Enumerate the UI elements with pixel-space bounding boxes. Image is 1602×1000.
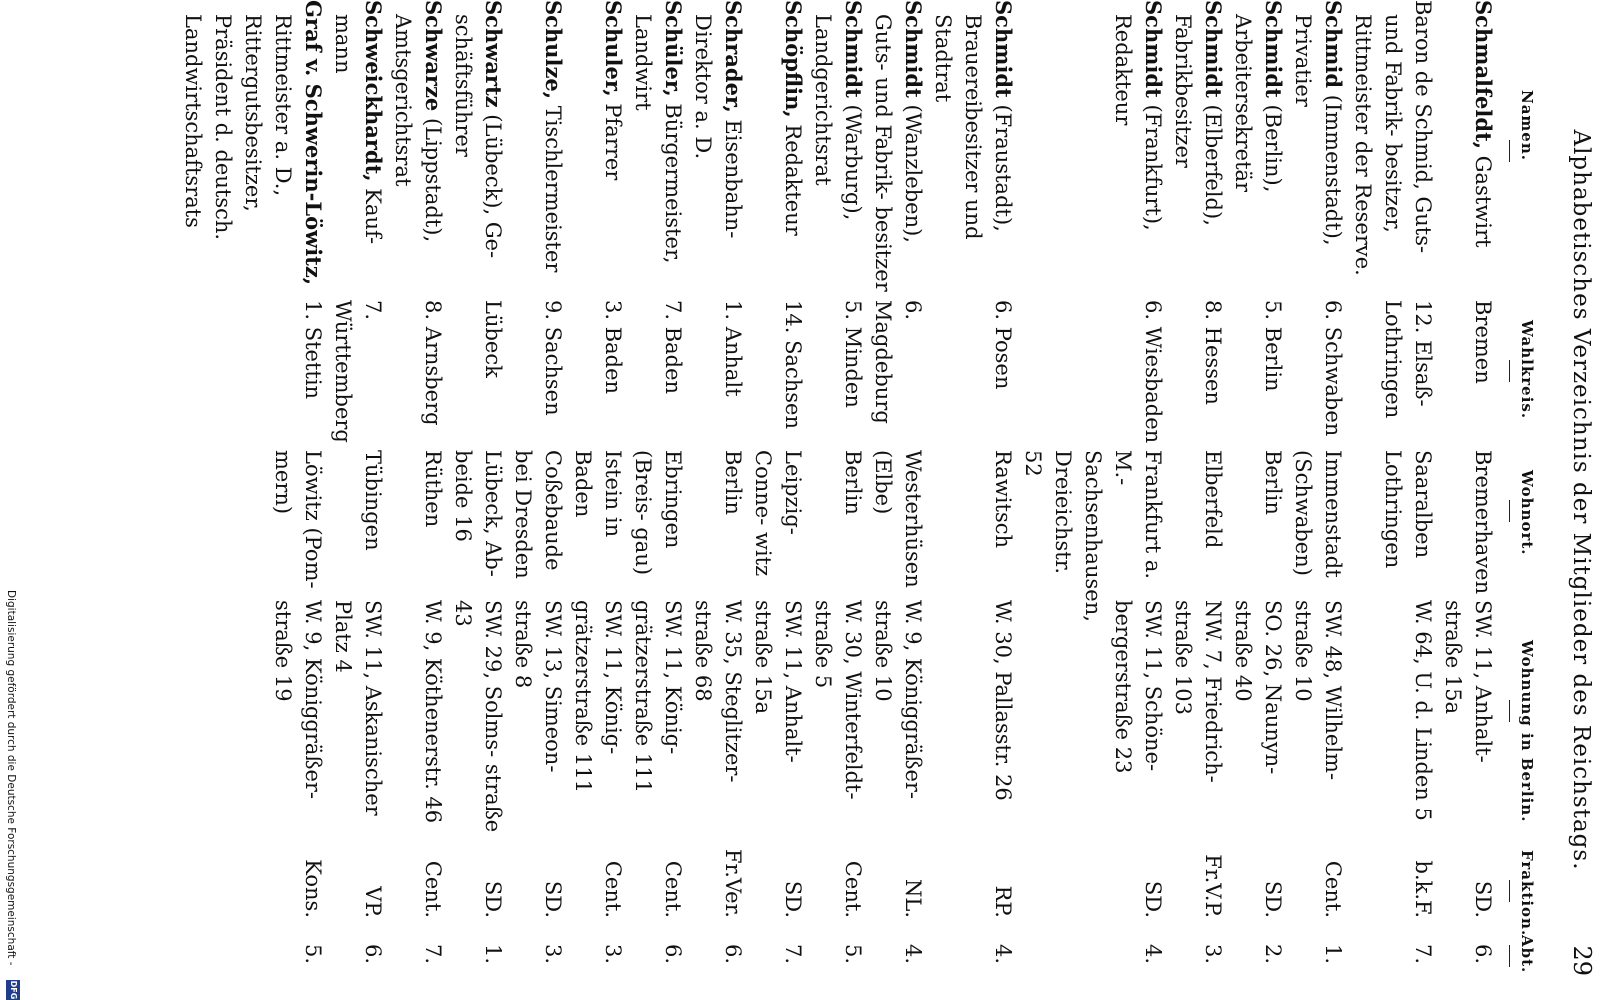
member-name — [928, 0, 1018, 300]
member-table — [178, 0, 1498, 1000]
abteilung-cell: 4. — [901, 943, 925, 965]
member-description: Baron de Schmid, Guts- und Fabrik- besitzer, Rittmeister der Reserve. — [1351, 0, 1435, 276]
member-surname: Schüler, — [661, 0, 686, 97]
abteilung-cell: 5. — [301, 943, 325, 965]
fraktion-cell: RP. — [991, 885, 1015, 918]
wahlkreis-cell: 9. Sachsen — [541, 300, 565, 416]
member-surname: Schwarze — [421, 0, 446, 112]
table-row — [568, 0, 628, 1000]
member-surname: Schwartz — [481, 0, 506, 108]
fraktion-cell: b.k.F. — [1411, 860, 1435, 918]
fraktion-cell: Fr.V.P. — [1201, 854, 1225, 918]
wohnort-cell: Tübingen — [361, 450, 385, 551]
table-row — [928, 0, 1018, 1000]
abteilung-cell: 1. — [481, 943, 505, 965]
berlin-address-cell: SW. 11, König- grätzerstraße 111 — [571, 600, 625, 793]
dfg-logo: DFG — [6, 980, 20, 1000]
wohnort-cell: Westerhüsen (Elbe) — [871, 450, 925, 588]
abteilung-cell: 1. — [1321, 943, 1345, 965]
table-row — [1228, 0, 1288, 1000]
member-name — [1288, 0, 1348, 300]
member-surname: Graf v. Schwerin-Löwitz, — [301, 0, 326, 286]
berlin-address-cell: W. 9, Königgräßer- straße 19 — [271, 600, 325, 800]
member-surname: Schrader, — [721, 0, 746, 113]
table-row — [1438, 0, 1498, 1000]
member-description: (Lübeck), Ge- schäftsführer — [451, 14, 505, 259]
fraktion-cell: SD. — [541, 880, 565, 918]
wahlkreis-cell: 8. Hessen — [1201, 300, 1225, 405]
member-description: (Wanzleben), Guts- und Fabrik- besitzer — [871, 14, 925, 292]
berlin-address-cell: SW. 13, Simeon- straße 8 — [511, 600, 565, 773]
fraktion-cell: SD. — [481, 880, 505, 918]
abteilung-cell: 6. — [661, 943, 685, 965]
table-row — [1288, 0, 1348, 1000]
table-row — [748, 0, 808, 1000]
wahlkreis-cell: 7. Württemberg — [331, 300, 385, 443]
wohnort-cell: Elberfeld — [1201, 450, 1225, 549]
header-berlin: Wohnung in Berlin. — [1518, 640, 1536, 823]
wahlkreis-cell: 12. Elsaß- Lothringen — [1381, 300, 1435, 419]
fraktion-cell: SD. — [1141, 880, 1165, 918]
digitization-note: Digitalisierung gefördert durch die Deutsche Forschungsgemeinschaft - — [5, 590, 17, 966]
table-row — [1018, 0, 1168, 1000]
member-description: (Fraustadt), Brauereibesitzer und Stadtrat — [931, 14, 1015, 240]
member-surname: Schöpflin, — [781, 0, 806, 118]
wohnort-cell: Löwitz (Pom- mern) — [271, 450, 325, 589]
wahlkreis-cell: 5. Minden — [841, 300, 865, 408]
fraktion-cell: Cent. — [1321, 860, 1345, 918]
abteilung-cell: 6. — [1471, 943, 1495, 965]
abteilung-cell: 3. — [541, 943, 565, 965]
fraktion-cell: SD. — [1471, 880, 1495, 918]
abteilung-cell: 7. — [1411, 943, 1435, 965]
wahlkreis-cell: 6. Wiesbaden — [1141, 300, 1165, 444]
wohnort-cell: Leipzig-Conne- witz — [751, 450, 805, 577]
member-surname: Schmidt — [841, 0, 866, 98]
member-name — [628, 0, 688, 300]
berlin-address-cell: W. 30, Pallasstr. 26 — [991, 600, 1015, 801]
table-row — [868, 0, 928, 1000]
berlin-address-cell: NW. 7, Friedrich- straße 103 — [1171, 600, 1225, 783]
member-name — [778, 0, 808, 300]
member-description: (Frankfurt), Redakteur — [1111, 14, 1165, 231]
table-row — [388, 0, 448, 1000]
member-surname: Schmidt — [901, 0, 926, 98]
member-name — [1228, 0, 1288, 300]
header-wohnort: Wohnort. — [1518, 470, 1536, 556]
member-surname: Schweickhardt, — [361, 0, 386, 182]
member-description: Tischlermeister — [541, 99, 565, 273]
wohnort-cell: Ebringen (Breis- gau) — [631, 450, 685, 576]
wahlkreis-cell: 6. Magdeburg — [871, 300, 925, 424]
fraktion-cell: Cent. — [421, 860, 445, 918]
berlin-address-cell: W. 9, Köthenerstr. 46 — [421, 600, 445, 824]
berlin-address-cell: SW. 11, Schöne- bergerstraße 23 — [1111, 600, 1165, 774]
header-wahlkreis: Wahlkreis. — [1518, 320, 1536, 420]
member-name — [1168, 0, 1228, 300]
member-name — [448, 0, 508, 300]
table-row — [1168, 0, 1228, 1000]
wohnort-cell: Rawitsch — [991, 450, 1015, 549]
abteilung-cell: 4. — [1141, 943, 1165, 965]
wahlkreis-cell: 6. Schwaben — [1321, 300, 1345, 437]
wohnort-cell: Berlin — [841, 450, 865, 515]
wahlkreis-cell: 8. Arnsberg — [421, 300, 445, 426]
fraktion-cell: Fr.Ver. — [721, 848, 745, 918]
fraktion-cell: Cent. — [841, 860, 865, 918]
berlin-address-cell: SW. 48, Wilhelm- straße 10 — [1291, 600, 1345, 781]
member-surname: Schmidt — [1261, 0, 1286, 98]
member-name — [808, 0, 868, 300]
wahlkreis-cell: 14. Sachsen — [781, 300, 805, 429]
member-description: (Immenstadt), Privatier — [1291, 14, 1345, 246]
member-name — [1108, 0, 1168, 300]
wahlkreis-cell: 1. Stettin — [301, 300, 325, 400]
berlin-address-cell: SW. 11, Anhalt- straße 15a — [751, 600, 805, 763]
member-description: Pfarrer — [601, 96, 625, 181]
wohnort-cell: Bremerhaven — [1471, 450, 1495, 595]
fraktion-cell: SD. — [1261, 880, 1285, 918]
wohnort-cell: Rüthen — [421, 450, 445, 528]
table-row — [508, 0, 568, 1000]
member-name — [868, 0, 928, 300]
fraktion-cell: Cent. — [661, 860, 685, 918]
berlin-address-cell: W. 35, Steglitzer- straße 68 — [691, 600, 745, 783]
abteilung-cell: 3. — [601, 943, 625, 965]
table-row — [628, 0, 688, 1000]
member-description: Gastwirt — [1471, 149, 1495, 248]
header-abt: Abt. — [1518, 935, 1536, 974]
berlin-address-cell: W. 30, Winterfeldt- straße 5 — [811, 600, 865, 800]
abteilung-cell: 6. — [721, 943, 745, 965]
table-row — [688, 0, 748, 1000]
member-surname: Schmid — [1321, 0, 1346, 89]
member-surname: Schmidt — [1141, 0, 1166, 98]
table-row — [808, 0, 868, 1000]
member-name — [1348, 0, 1438, 300]
abteilung-cell: 7. — [421, 943, 445, 965]
member-surname: Schmalfeldt, — [1471, 0, 1496, 150]
abteilung-cell: 3. — [1201, 943, 1225, 965]
berlin-address-cell: W. 64, U. d. Linden 5 — [1411, 600, 1435, 821]
column-header-row — [1514, 0, 1536, 1000]
wahlkreis-cell: 1. Anhalt — [721, 300, 745, 397]
member-description: Kauf- mann — [331, 14, 385, 245]
table-row — [448, 0, 508, 1000]
running-title: Alphabetisches Verzeichnis der Mitglieder des Reichstags. — [1568, 129, 1594, 871]
member-surname: Schulze, — [541, 0, 566, 100]
berlin-address-cell: SW. 11, Askanischer Platz 4 — [331, 600, 385, 816]
member-surname: Schmidt — [1201, 0, 1226, 98]
abteilung-cell: 5. — [841, 943, 865, 965]
member-description: (Elberfeld), Fabrikbesitzer — [1171, 14, 1225, 226]
wohnort-cell: Berlin — [721, 450, 745, 515]
fraktion-cell: VP. — [361, 886, 385, 918]
member-name — [388, 0, 448, 300]
table-row — [328, 0, 388, 1000]
abteilung-cell: 2. — [1261, 943, 1285, 965]
member-surname: Schuler, — [601, 0, 626, 97]
member-description: (Berlin), Arbeitersekretär — [1231, 14, 1285, 193]
fraktion-cell: NL. — [901, 879, 925, 918]
fraktion-cell: Kons. — [301, 859, 325, 918]
member-description: Bürgermeister, Landwirt — [631, 14, 685, 264]
berlin-address-cell: SW. 11, König- grätzerstraße 111 — [631, 600, 685, 793]
member-description: (Warburg), Landgerichtsrat — [811, 14, 865, 221]
berlin-address-cell: SW. 29, Solms- straße 43 — [451, 600, 505, 833]
member-name — [328, 0, 388, 300]
wohnort-cell: Frankfurt a. M.- Sachsenhausen, Dreieichstr. 52 — [1021, 450, 1165, 622]
table-row — [178, 0, 328, 1000]
wahlkreis-cell: 5. Berlin — [1261, 300, 1285, 392]
member-description: Eisenbahn- Direktor a. D. — [691, 14, 745, 239]
wohnort-cell: Saaralben Lothringen — [1381, 450, 1435, 569]
wohnort-cell: Berlin — [1261, 450, 1285, 515]
member-name — [688, 0, 748, 300]
wohnort-cell: Istein in Baden — [571, 450, 625, 538]
member-description: Redakteur — [781, 117, 805, 236]
header-fraktion: Fraktion. — [1518, 850, 1536, 937]
wahlkreis-cell: 3. Baden — [601, 300, 625, 395]
table-row — [1348, 0, 1438, 1000]
member-surname: Schmidt — [991, 0, 1016, 98]
fraktion-cell: SD. — [781, 880, 805, 918]
header-name: Namen. — [1518, 90, 1536, 161]
member-description: Rittmeister a. D., Rittergutsbesitzer, Präsident d. deutsch. Landwirtschaftsrats — [181, 14, 295, 241]
abteilung-cell: 7. — [781, 943, 805, 965]
wohnort-cell: Coßebaude bei Dresden — [511, 450, 565, 579]
abteilung-cell: 4. — [991, 943, 1015, 965]
wahlkreis-cell: Lübeck — [481, 300, 505, 378]
abteilung-cell: 6. — [361, 943, 385, 965]
fraktion-cell: Cent. — [601, 860, 625, 918]
page-number: 29 — [1568, 945, 1596, 976]
wahlkreis-cell: Bremen — [1471, 300, 1495, 384]
berlin-address-cell: W. 9, Königgräßer- straße 10 — [871, 600, 925, 800]
member-name — [1468, 0, 1498, 300]
wohnort-cell: Immenstadt (Schwaben) — [1291, 450, 1345, 578]
member-name — [178, 0, 328, 300]
berlin-address-cell: SO. 26, Naunyn- straße 40 — [1231, 600, 1285, 775]
wahlkreis-cell: 6. Posen — [991, 300, 1015, 390]
member-description: (Lippstadt), Amtsgerichtsrat — [391, 14, 445, 243]
wahlkreis-cell: 7. Baden — [661, 300, 685, 395]
member-name — [538, 0, 568, 300]
berlin-address-cell: SW. 11, Anhalt- straße 15a — [1441, 600, 1495, 763]
wohnort-cell: Lübeck, Ab- beide 16 — [451, 450, 505, 577]
member-name — [598, 0, 628, 300]
